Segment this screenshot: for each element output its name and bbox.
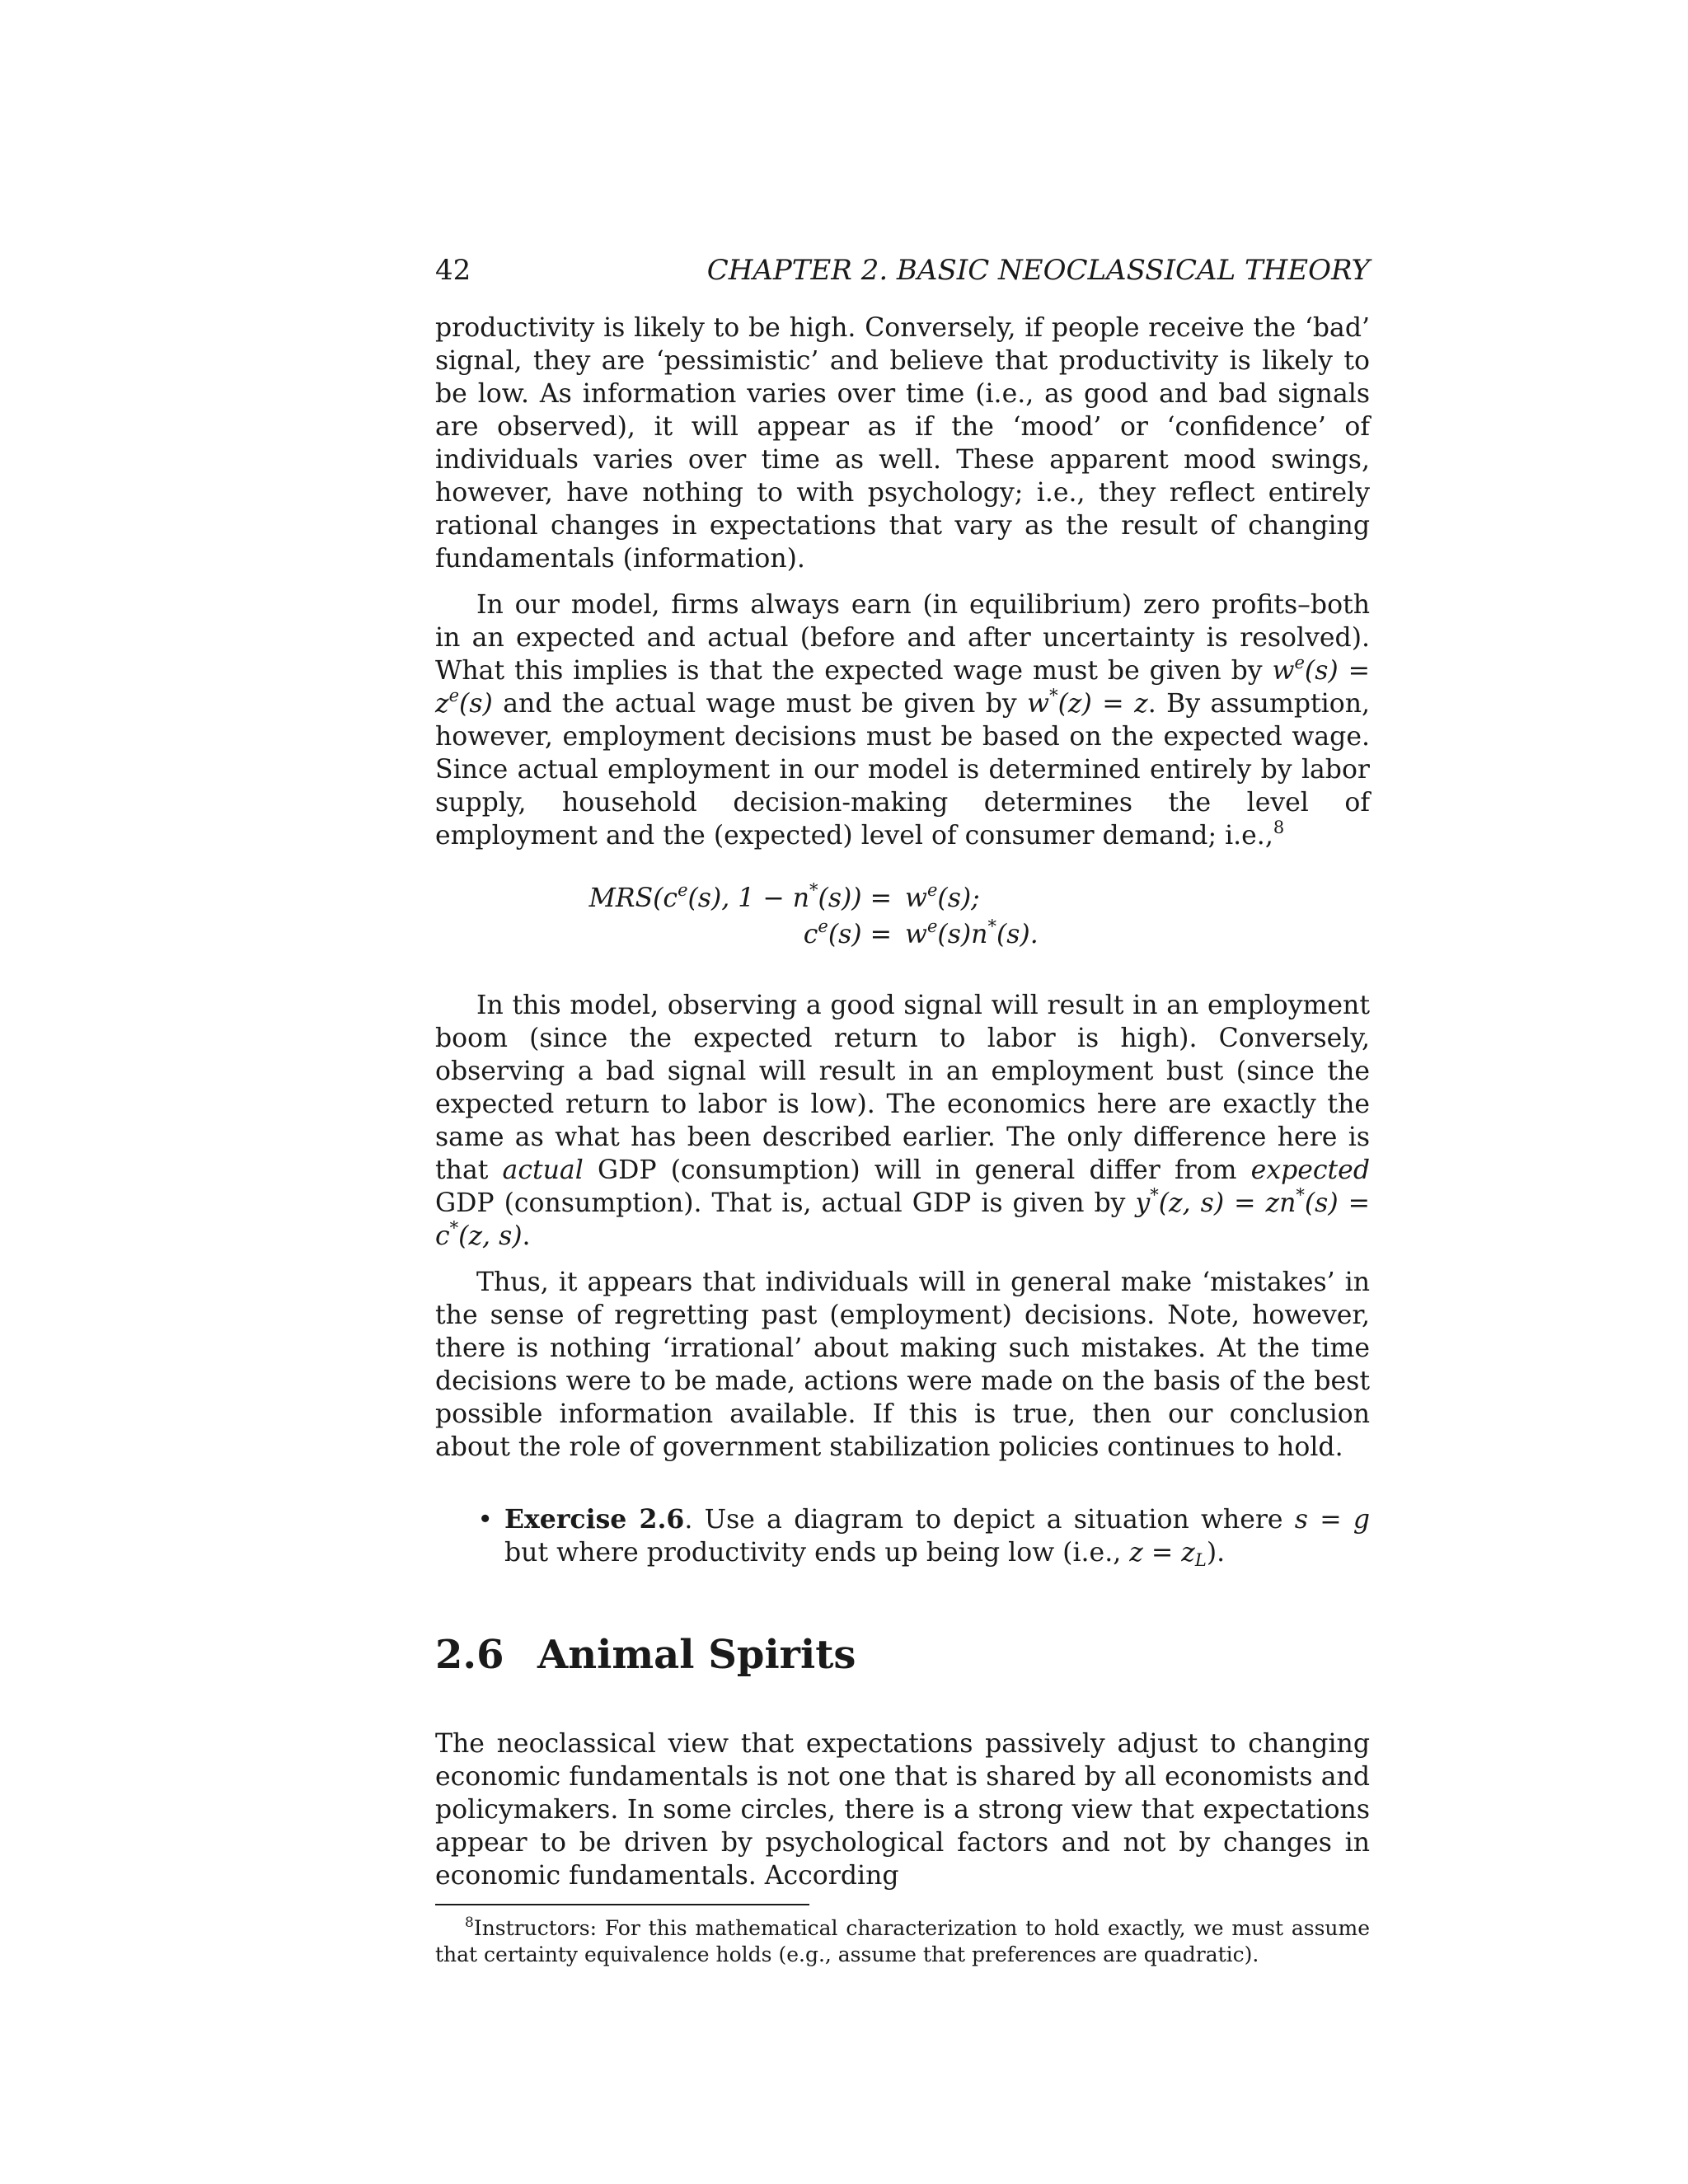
paragraph-3 (435, 989, 1370, 1253)
paragraph-3-text-c: GDP (consumption). That is, actual GDP is given by (435, 1188, 1136, 1218)
chapter-title: CHAPTER 2. BASIC NEOCLASSICAL THEORY (706, 254, 1370, 287)
equation-row-1 (435, 880, 1370, 916)
section-heading (435, 1632, 1370, 1678)
exercise-text-c: ). (1206, 1538, 1226, 1568)
exercise-label: Exercise 2.6 (504, 1504, 685, 1535)
math-z-equals-zl: $z = z_L$ (1129, 1538, 1207, 1570)
exercise-text-a: . Use a diagram to depict a situation where (684, 1505, 1295, 1535)
running-head (435, 247, 1370, 293)
math-s-equals-g: s = g (1294, 1505, 1370, 1535)
paragraph-3-text-a: In this model, observing a good signal will result in an employment boom (since the expected return to labor is high). Conversely, observing a bad signal will result in an employment bust (since the expected return to labor is low). The economics here are exactly the same as what has been described earlier. The only difference here is that (435, 991, 1370, 1185)
paragraph-2-text-b: and the actual wage must be given by (492, 689, 1028, 719)
paragraph-4: Thus, it appears that individuals will in general make ‘mistakes’ in the sense of regretting past (employment) decisions. Note, however, there is nothing ‘irrational’ about making such mistakes. At the time decisions were to be made, actions were made on the basis of the best possible information available. If this is true, then our conclusion about the role of government stabilization policies continues to hold. (435, 1268, 1370, 1462)
exercise-body (504, 1503, 1370, 1569)
footnote (435, 1915, 1370, 1968)
emphasis-actual: actual (502, 1155, 584, 1185)
bullet-icon: • (477, 1505, 493, 1535)
paragraph-5: The neoclassical view that expectations passively adjust to changing economic fundamentals is not one that is shared by all economists and policymakers. In some circles, there is a strong view that expectations appear to be driven by psychological factors and not by changes in economic fundamentals. According (435, 1729, 1370, 1891)
footnote-text: Instructors: For this mathematical characterization to hold exactly, we must assume that certainty equivalence holds (e.g., assume that preferences are quadratic). (435, 1916, 1370, 1966)
paper-page (435, 247, 1370, 1968)
paragraph-2-text-a: In our model, firms always earn (in equilibrium) zero profits–both in an expected and actual (before and after uncertainty is resolved). What this implies is that the expected wage must be given by (435, 590, 1370, 686)
paragraph-3-text-b: GDP (consumption) will in general differ from (583, 1155, 1251, 1185)
section-number: 2.6 (435, 1632, 504, 1678)
equation-1-rhs: $w^e(s)$; (897, 880, 980, 913)
equation-2-lhs: $c^e(s)$ = (803, 916, 892, 949)
page-number: 42 (435, 254, 471, 287)
equation-2-rhs: $w^e(s)n^*(s)$. (897, 916, 1039, 949)
equation-1-lhs: $MRS(c^e(s)$, 1 − n*(s)) = (588, 880, 892, 913)
paragraph-1: productivity is likely to be high. Conversely, if people receive the ‘bad’ signal, they are ‘pessimistic’ and believe that productivity is likely to be low. As information varies over time (i.e., as good and bad signals are observed), it will appear as if the ‘mood’ or ‘confidence’ of individuals varies over time as well. These apparent mood swings, however, have nothing to with psychology; i.e., they reflect entirely rational changes in expectations that vary as the result of changing fundamentals (information). (435, 313, 1370, 574)
paragraph-2 (435, 588, 1370, 852)
exercise-text-b: but where productivity ends up being low (i.e., (504, 1538, 1130, 1568)
equation-row-2 (435, 916, 1370, 953)
math-actual-wage: w*(z) = z (1027, 686, 1148, 719)
exercise-item (435, 1503, 1370, 1569)
math-actual-gdp: y*(z, s) = zn*(s) = c*(z, s) (435, 1185, 1371, 1251)
footnote-reference: 8 (1273, 818, 1285, 837)
section-title: Animal Spirits (537, 1632, 856, 1678)
equation-block (435, 880, 1370, 953)
paragraph-2-text-c: . By assumption, however, employment decisions must be based on the expected wage. Since actual employment in our model is determined entirely by labor supply, household decision-making determines the level of employment and the (expected) level of consumer demand; i.e., (435, 689, 1370, 851)
math-expected-wage: $w^e(s) = z^e(s)$ (435, 653, 1371, 719)
emphasis-expected: expected (1250, 1155, 1370, 1185)
footnote-divider (435, 1904, 809, 1905)
paragraph-3-text-d: . (522, 1221, 531, 1251)
footnote-mark: 8 (465, 1915, 474, 1931)
